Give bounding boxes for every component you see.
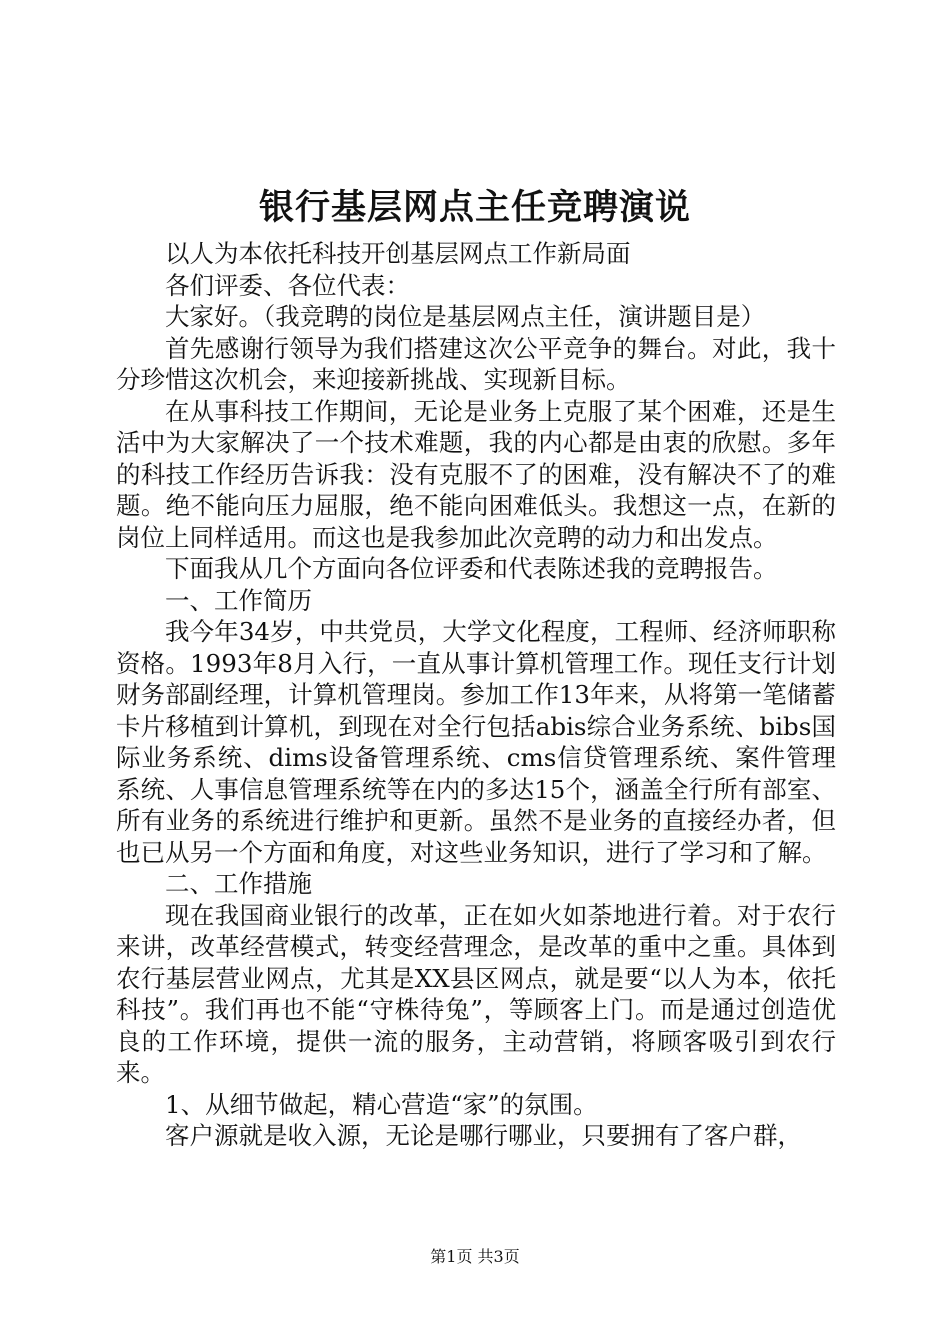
paragraph-customers: 客户源就是收入源，无论是哪行哪业，只要拥有了客户群， <box>165 1121 802 1150</box>
paragraph-resume: 我今年34岁，中共党员，大学文化程度，工程师、经济师职称资格。1993年8月入行，一直从事计算机管理工作。现任支行计划财务部副经理，计算机管理岗。参加工作13年来，从将第一笔储蓄卡片移植到计算机，到现在对全行包括abis综合业务系统、bibs国际业务系统、dims设备管理系统、cms信贷管理系统、案件管理系统、人事信息管理系统等在内的多达15个，涵盖全行所有部室、所有业务的系统进行维护和更新。虽然不是业务的直接经办者，但也已从另一个方面和角度，对这些业务知识，进行了学习和了解。 <box>116 617 836 867</box>
paragraph-experience: 在从事科技工作期间，无论是业务上克服了某个困难，还是生活中为大家解决了一个技术难题，我的内心都是由衷的欣慰。多年的科技工作经历告诉我：没有克服不了的困难，没有解决不了的难题。绝不能向压力屈服，绝不能向困难低头。我想这一点，在新的岗位上同样适用。而这也是我参加此次竞聘的动力和出发点。 <box>116 396 836 552</box>
paragraph-thanks: 首先感谢行领导为我们搭建这次公平竞争的舞台。对此，我十分珍惜这次机会，来迎接新挑战、实现新目标。 <box>116 333 836 394</box>
page-footer: 第1页 共3页 <box>430 1247 520 1266</box>
document-title: 银行基层网点主任竞聘演说 <box>258 187 691 228</box>
paragraph-reform: 现在我国商业银行的改革，正在如火如荼地进行着。对于农行来讲，改革经营模式，转变经营理念，是改革的重中之重。具体到农行基层营业网点，尤其是XX县区网点，就是要“以人为本，依托科技”。我们再也不能“守株待兔”，等顾客上门。而是通过创造优良的工作环境，提供一流的服务，主动营销，将顾客吸引到农行来。 <box>116 900 836 1087</box>
section-heading-measures: 二、工作措施 <box>165 869 312 898</box>
document-body <box>116 238 836 1152</box>
paragraph-salutation: 各们评委、各位代表： <box>165 270 410 300</box>
paragraph-greeting: 大家好。（我竞聘的岗位是基层网点主任，演讲题目是） <box>165 302 766 331</box>
subsection-heading-details: 1、从细节做起，精心营造“家”的氛围。 <box>165 1089 598 1119</box>
paragraph-subtitle: 以人为本依托科技开创基层网点工作新局面 <box>165 239 631 268</box>
paragraph-intro-report: 下面我从几个方面向各位评委和代表陈述我的竞聘报告。 <box>165 554 778 583</box>
section-heading-resume: 一、工作简历 <box>165 585 312 615</box>
